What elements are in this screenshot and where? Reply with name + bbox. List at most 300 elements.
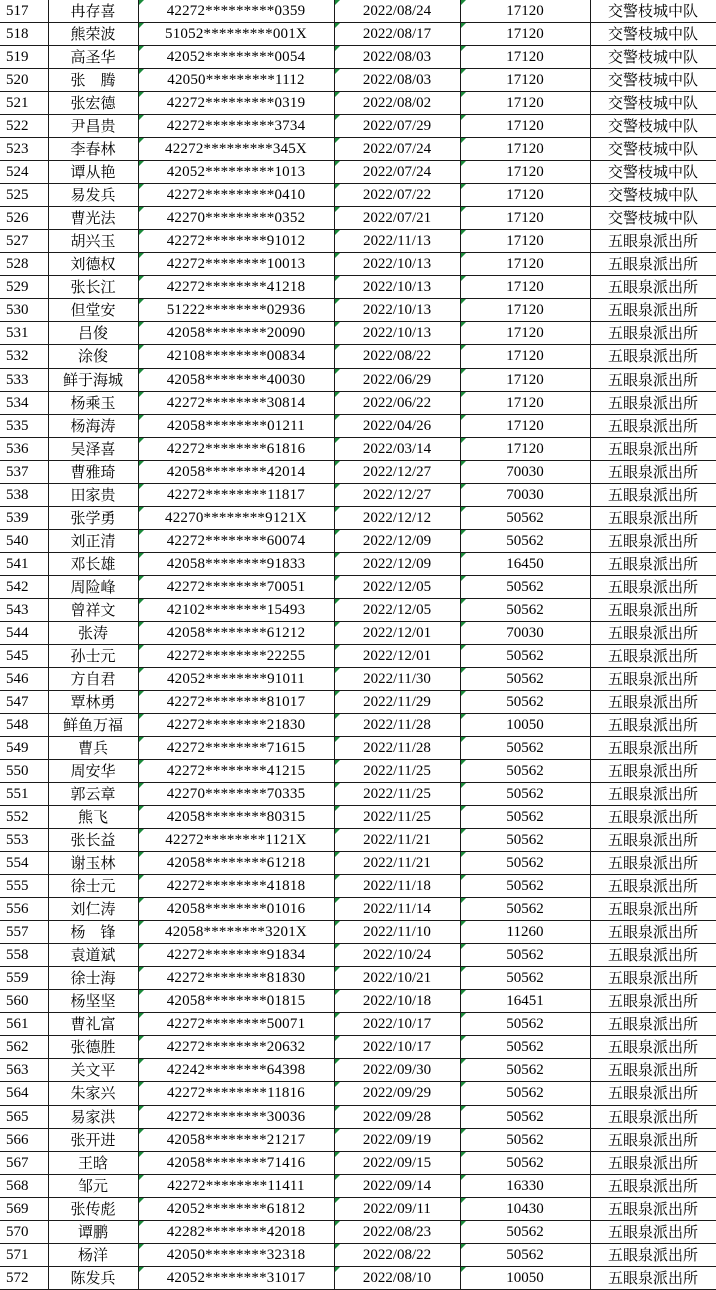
- row-number-cell: 564: [0, 1082, 48, 1105]
- name-cell: 刘德权: [48, 253, 138, 276]
- id-number-cell: 42270********9121X: [138, 506, 334, 529]
- name-cell: 徐士海: [48, 967, 138, 990]
- date-cell: 2022/11/29: [334, 690, 460, 713]
- row-number-cell: 566: [0, 1128, 48, 1151]
- date-cell: 2022/11/25: [334, 806, 460, 829]
- name-cell: 张 腾: [48, 69, 138, 92]
- date-cell: 2022/12/01: [334, 644, 460, 667]
- amount-cell: 50562: [460, 967, 590, 990]
- unit-cell: 五眼泉派出所: [590, 575, 716, 598]
- date-cell: 2022/11/21: [334, 829, 460, 852]
- date-cell: 2022/11/21: [334, 852, 460, 875]
- table-row: [0, 437, 716, 460]
- table-row: [0, 391, 716, 414]
- date-cell: 2022/12/09: [334, 552, 460, 575]
- amount-cell: 50562: [460, 1151, 590, 1174]
- id-number-cell: 42272********10013: [138, 253, 334, 276]
- amount-cell: 17120: [460, 437, 590, 460]
- name-cell: 王晗: [48, 1151, 138, 1174]
- id-number-cell: 42058********01211: [138, 414, 334, 437]
- date-cell: 2022/10/13: [334, 253, 460, 276]
- table-row: [0, 299, 716, 322]
- id-number-cell: 42272*********3734: [138, 115, 334, 138]
- id-number-cell: 42272********22255: [138, 644, 334, 667]
- amount-cell: 50562: [460, 1128, 590, 1151]
- name-cell: 鲜于海城: [48, 368, 138, 391]
- date-cell: 2022/08/23: [334, 1220, 460, 1243]
- unit-cell: 交警枝城中队: [590, 161, 716, 184]
- unit-cell: 五眼泉派出所: [590, 299, 716, 322]
- id-number-cell: 42050********32318: [138, 1243, 334, 1266]
- name-cell: 易家洪: [48, 1105, 138, 1128]
- amount-cell: 17120: [460, 322, 590, 345]
- date-cell: 2022/08/22: [334, 1243, 460, 1266]
- row-number-cell: 552: [0, 806, 48, 829]
- unit-cell: 五眼泉派出所: [590, 667, 716, 690]
- date-cell: 2022/07/22: [334, 184, 460, 207]
- name-cell: 张传彪: [48, 1197, 138, 1220]
- row-number-cell: 562: [0, 1036, 48, 1059]
- row-number-cell: 553: [0, 829, 48, 852]
- date-cell: 2022/11/18: [334, 875, 460, 898]
- row-number-cell: 555: [0, 875, 48, 898]
- row-number-cell: 571: [0, 1243, 48, 1266]
- amount-cell: 50562: [460, 783, 590, 806]
- name-cell: 张长益: [48, 829, 138, 852]
- unit-cell: 五眼泉派出所: [590, 345, 716, 368]
- unit-cell: 五眼泉派出所: [590, 1082, 716, 1105]
- amount-cell: 17120: [460, 368, 590, 391]
- amount-cell: 17120: [460, 276, 590, 299]
- row-number-cell: 535: [0, 414, 48, 437]
- id-number-cell: 42272********50071: [138, 1013, 334, 1036]
- amount-cell: 70030: [460, 483, 590, 506]
- date-cell: 2022/09/30: [334, 1059, 460, 1082]
- name-cell: 鲜鱼万福: [48, 713, 138, 736]
- unit-cell: 五眼泉派出所: [590, 921, 716, 944]
- unit-cell: 交警枝城中队: [590, 207, 716, 230]
- row-number-cell: 536: [0, 437, 48, 460]
- id-number-cell: 42272********41818: [138, 875, 334, 898]
- date-cell: 2022/12/01: [334, 621, 460, 644]
- table-row: [0, 667, 716, 690]
- name-cell: 谢玉林: [48, 852, 138, 875]
- table-row: [0, 529, 716, 552]
- unit-cell: 五眼泉派出所: [590, 829, 716, 852]
- unit-cell: 交警枝城中队: [590, 0, 716, 23]
- name-cell: 曹礼富: [48, 1013, 138, 1036]
- id-number-cell: 51222********02936: [138, 299, 334, 322]
- row-number-cell: 531: [0, 322, 48, 345]
- amount-cell: 70030: [460, 621, 590, 644]
- unit-cell: 五眼泉派出所: [590, 875, 716, 898]
- table-row: [0, 598, 716, 621]
- date-cell: 2022/08/17: [334, 23, 460, 46]
- date-cell: 2022/10/18: [334, 990, 460, 1013]
- table-row: [0, 161, 716, 184]
- name-cell: 方自君: [48, 667, 138, 690]
- name-cell: 但堂安: [48, 299, 138, 322]
- amount-cell: 17120: [460, 345, 590, 368]
- row-number-cell: 537: [0, 460, 48, 483]
- unit-cell: 五眼泉派出所: [590, 506, 716, 529]
- amount-cell: 50562: [460, 667, 590, 690]
- unit-cell: 五眼泉派出所: [590, 898, 716, 921]
- date-cell: 2022/11/25: [334, 783, 460, 806]
- unit-cell: 五眼泉派出所: [590, 1266, 716, 1289]
- amount-cell: 50562: [460, 1036, 590, 1059]
- name-cell: 易发兵: [48, 184, 138, 207]
- amount-cell: 70030: [460, 460, 590, 483]
- date-cell: 2022/10/13: [334, 299, 460, 322]
- id-number-cell: 42272********41215: [138, 760, 334, 783]
- row-number-cell: 568: [0, 1174, 48, 1197]
- unit-cell: 五眼泉派出所: [590, 783, 716, 806]
- row-number-cell: 528: [0, 253, 48, 276]
- date-cell: 2022/06/22: [334, 391, 460, 414]
- amount-cell: 50562: [460, 1082, 590, 1105]
- unit-cell: 五眼泉派出所: [590, 806, 716, 829]
- row-number-cell: 526: [0, 207, 48, 230]
- row-number-cell: 525: [0, 184, 48, 207]
- table-row: [0, 1220, 716, 1243]
- table-row: [0, 184, 716, 207]
- unit-cell: 五眼泉派出所: [590, 621, 716, 644]
- id-number-cell: 42272********91012: [138, 230, 334, 253]
- date-cell: 2022/10/17: [334, 1013, 460, 1036]
- name-cell: 杨 锋: [48, 921, 138, 944]
- row-number-cell: 518: [0, 23, 48, 46]
- amount-cell: 50562: [460, 1105, 590, 1128]
- amount-cell: 10050: [460, 1266, 590, 1289]
- table-row: [0, 1243, 716, 1266]
- name-cell: 刘仁涛: [48, 898, 138, 921]
- unit-cell: 五眼泉派出所: [590, 391, 716, 414]
- unit-cell: 交警枝城中队: [590, 115, 716, 138]
- table-row: [0, 115, 716, 138]
- row-number-cell: 563: [0, 1059, 48, 1082]
- unit-cell: 五眼泉派出所: [590, 967, 716, 990]
- date-cell: 2022/12/27: [334, 483, 460, 506]
- row-number-cell: 527: [0, 230, 48, 253]
- date-cell: 2022/09/28: [334, 1105, 460, 1128]
- id-number-cell: 42102********15493: [138, 598, 334, 621]
- id-number-cell: 42270********70335: [138, 783, 334, 806]
- amount-cell: 50562: [460, 1059, 590, 1082]
- id-number-cell: 42058********80315: [138, 806, 334, 829]
- row-number-cell: 543: [0, 598, 48, 621]
- date-cell: 2022/10/13: [334, 322, 460, 345]
- unit-cell: 五眼泉派出所: [590, 552, 716, 575]
- amount-cell: 50562: [460, 852, 590, 875]
- date-cell: 2022/07/24: [334, 161, 460, 184]
- unit-cell: 五眼泉派出所: [590, 1197, 716, 1220]
- date-cell: 2022/03/14: [334, 437, 460, 460]
- name-cell: 田家贵: [48, 483, 138, 506]
- id-number-cell: 42052********91011: [138, 667, 334, 690]
- unit-cell: 交警枝城中队: [590, 46, 716, 69]
- unit-cell: 交警枝城中队: [590, 23, 716, 46]
- id-number-cell: 42058********01016: [138, 898, 334, 921]
- unit-cell: 五眼泉派出所: [590, 990, 716, 1013]
- amount-cell: 16450: [460, 552, 590, 575]
- id-number-cell: 42272*********345X: [138, 138, 334, 161]
- date-cell: 2022/04/26: [334, 414, 460, 437]
- unit-cell: 五眼泉派出所: [590, 368, 716, 391]
- id-number-cell: 42272********61816: [138, 437, 334, 460]
- table-row: [0, 1036, 716, 1059]
- name-cell: 谭从艳: [48, 161, 138, 184]
- row-number-cell: 544: [0, 621, 48, 644]
- unit-cell: 五眼泉派出所: [590, 322, 716, 345]
- date-cell: 2022/07/21: [334, 207, 460, 230]
- unit-cell: 五眼泉派出所: [590, 737, 716, 760]
- date-cell: 2022/06/29: [334, 368, 460, 391]
- row-number-cell: 567: [0, 1151, 48, 1174]
- amount-cell: 17120: [460, 0, 590, 23]
- date-cell: 2022/09/11: [334, 1197, 460, 1220]
- name-cell: 熊荣波: [48, 23, 138, 46]
- table-row: [0, 690, 716, 713]
- table-row: [0, 322, 716, 345]
- unit-cell: 五眼泉派出所: [590, 253, 716, 276]
- id-number-cell: 42058********40030: [138, 368, 334, 391]
- amount-cell: 50562: [460, 875, 590, 898]
- amount-cell: 17120: [460, 46, 590, 69]
- date-cell: 2022/11/25: [334, 760, 460, 783]
- row-number-cell: 521: [0, 92, 48, 115]
- table-row: [0, 460, 716, 483]
- name-cell: 周安华: [48, 760, 138, 783]
- name-cell: 杨乘玉: [48, 391, 138, 414]
- id-number-cell: 42058********20090: [138, 322, 334, 345]
- row-number-cell: 545: [0, 644, 48, 667]
- row-number-cell: 524: [0, 161, 48, 184]
- name-cell: 吴泽喜: [48, 437, 138, 460]
- amount-cell: 17120: [460, 161, 590, 184]
- name-cell: 胡兴玉: [48, 230, 138, 253]
- table-row: [0, 368, 716, 391]
- row-number-cell: 539: [0, 506, 48, 529]
- unit-cell: 五眼泉派出所: [590, 529, 716, 552]
- id-number-cell: 42272*********0359: [138, 0, 334, 23]
- table-row: [0, 921, 716, 944]
- amount-cell: 17120: [460, 138, 590, 161]
- date-cell: 2022/09/29: [334, 1082, 460, 1105]
- date-cell: 2022/09/15: [334, 1151, 460, 1174]
- name-cell: 熊飞: [48, 806, 138, 829]
- amount-cell: 17120: [460, 230, 590, 253]
- unit-cell: 五眼泉派出所: [590, 852, 716, 875]
- name-cell: 陈发兵: [48, 1266, 138, 1289]
- date-cell: 2022/08/24: [334, 0, 460, 23]
- id-number-cell: 42272********20632: [138, 1036, 334, 1059]
- row-number-cell: 551: [0, 783, 48, 806]
- table-row: [0, 1266, 716, 1289]
- id-number-cell: 42272********1121X: [138, 829, 334, 852]
- unit-cell: 五眼泉派出所: [590, 1220, 716, 1243]
- amount-cell: 17120: [460, 299, 590, 322]
- unit-cell: 五眼泉派出所: [590, 944, 716, 967]
- id-number-cell: 42272********91834: [138, 944, 334, 967]
- table-row: [0, 253, 716, 276]
- unit-cell: 五眼泉派出所: [590, 1013, 716, 1036]
- name-cell: 曹光法: [48, 207, 138, 230]
- id-number-cell: 42058********01815: [138, 990, 334, 1013]
- name-cell: 郭云章: [48, 783, 138, 806]
- unit-cell: 五眼泉派出所: [590, 1036, 716, 1059]
- table-row: [0, 737, 716, 760]
- unit-cell: 交警枝城中队: [590, 184, 716, 207]
- unit-cell: 五眼泉派出所: [590, 1128, 716, 1151]
- name-cell: 关文平: [48, 1059, 138, 1082]
- amount-cell: 50562: [460, 806, 590, 829]
- id-number-cell: 42272********81830: [138, 967, 334, 990]
- amount-cell: 17120: [460, 184, 590, 207]
- amount-cell: 16451: [460, 990, 590, 1013]
- row-number-cell: 548: [0, 713, 48, 736]
- row-number-cell: 569: [0, 1197, 48, 1220]
- name-cell: 张长江: [48, 276, 138, 299]
- table-row: [0, 345, 716, 368]
- unit-cell: 五眼泉派出所: [590, 230, 716, 253]
- date-cell: 2022/11/10: [334, 921, 460, 944]
- table-row: [0, 1174, 716, 1197]
- table-row: [0, 1128, 716, 1151]
- id-number-cell: 42272*********0319: [138, 92, 334, 115]
- row-number-cell: 557: [0, 921, 48, 944]
- date-cell: 2022/08/03: [334, 46, 460, 69]
- date-cell: 2022/10/17: [334, 1036, 460, 1059]
- row-number-cell: 522: [0, 115, 48, 138]
- table-row: [0, 967, 716, 990]
- amount-cell: 50562: [460, 598, 590, 621]
- table-row: [0, 875, 716, 898]
- date-cell: 2022/12/27: [334, 460, 460, 483]
- name-cell: 涂俊: [48, 345, 138, 368]
- id-number-cell: 42272********41218: [138, 276, 334, 299]
- id-number-cell: 42272********11816: [138, 1082, 334, 1105]
- name-cell: 徐士元: [48, 875, 138, 898]
- table-row: [0, 852, 716, 875]
- table-row: [0, 552, 716, 575]
- row-number-cell: 546: [0, 667, 48, 690]
- id-number-cell: 42052*********1013: [138, 161, 334, 184]
- name-cell: 杨海涛: [48, 414, 138, 437]
- amount-cell: 17120: [460, 69, 590, 92]
- table-row: [0, 69, 716, 92]
- table-row: [0, 506, 716, 529]
- unit-cell: 五眼泉派出所: [590, 760, 716, 783]
- unit-cell: 交警枝城中队: [590, 138, 716, 161]
- amount-cell: 17120: [460, 92, 590, 115]
- row-number-cell: 558: [0, 944, 48, 967]
- row-number-cell: 538: [0, 483, 48, 506]
- table-row: [0, 644, 716, 667]
- table-row: [0, 230, 716, 253]
- row-number-cell: 520: [0, 69, 48, 92]
- row-number-cell: 533: [0, 368, 48, 391]
- amount-cell: 50562: [460, 1013, 590, 1036]
- unit-cell: 五眼泉派出所: [590, 414, 716, 437]
- table-row: [0, 621, 716, 644]
- id-number-cell: 42270*********0352: [138, 207, 334, 230]
- unit-cell: 五眼泉派出所: [590, 1105, 716, 1128]
- id-number-cell: 42052********31017: [138, 1266, 334, 1289]
- date-cell: 2022/12/12: [334, 506, 460, 529]
- id-number-cell: 42272********70051: [138, 575, 334, 598]
- amount-cell: 11260: [460, 921, 590, 944]
- date-cell: 2022/10/21: [334, 967, 460, 990]
- amount-cell: 50562: [460, 760, 590, 783]
- date-cell: 2022/08/03: [334, 69, 460, 92]
- date-cell: 2022/08/02: [334, 92, 460, 115]
- name-cell: 张宏德: [48, 92, 138, 115]
- amount-cell: 17120: [460, 414, 590, 437]
- date-cell: 2022/08/22: [334, 345, 460, 368]
- row-number-cell: 550: [0, 760, 48, 783]
- row-number-cell: 540: [0, 529, 48, 552]
- unit-cell: 五眼泉派出所: [590, 483, 716, 506]
- row-number-cell: 534: [0, 391, 48, 414]
- id-number-cell: 42108********00834: [138, 345, 334, 368]
- id-number-cell: 42272********11411: [138, 1174, 334, 1197]
- amount-cell: 50562: [460, 944, 590, 967]
- row-number-cell: 570: [0, 1220, 48, 1243]
- unit-cell: 五眼泉派出所: [590, 1243, 716, 1266]
- id-number-cell: 42052********61812: [138, 1197, 334, 1220]
- row-number-cell: 529: [0, 276, 48, 299]
- table-row: [0, 806, 716, 829]
- name-cell: 李春林: [48, 138, 138, 161]
- name-cell: 高圣华: [48, 46, 138, 69]
- name-cell: 周险峰: [48, 575, 138, 598]
- table-row: [0, 276, 716, 299]
- unit-cell: 五眼泉派出所: [590, 690, 716, 713]
- date-cell: 2022/07/24: [334, 138, 460, 161]
- id-number-cell: 42058********61218: [138, 852, 334, 875]
- amount-cell: 50562: [460, 1220, 590, 1243]
- row-number-cell: 560: [0, 990, 48, 1013]
- amount-cell: 10430: [460, 1197, 590, 1220]
- id-number-cell: 42272********81017: [138, 690, 334, 713]
- date-cell: 2022/11/14: [334, 898, 460, 921]
- name-cell: 张开进: [48, 1128, 138, 1151]
- id-number-cell: 42272********30814: [138, 391, 334, 414]
- unit-cell: 五眼泉派出所: [590, 276, 716, 299]
- amount-cell: 50562: [460, 898, 590, 921]
- id-number-cell: 42058********21217: [138, 1128, 334, 1151]
- amount-cell: 50562: [460, 575, 590, 598]
- date-cell: 2022/08/10: [334, 1266, 460, 1289]
- id-number-cell: 42272********30036: [138, 1105, 334, 1128]
- table-row: [0, 0, 716, 23]
- row-number-cell: 541: [0, 552, 48, 575]
- name-cell: 覃林勇: [48, 690, 138, 713]
- name-cell: 杨坚坚: [48, 990, 138, 1013]
- date-cell: 2022/11/30: [334, 667, 460, 690]
- table-row: [0, 23, 716, 46]
- id-number-cell: 42058********91833: [138, 552, 334, 575]
- amount-cell: 50562: [460, 690, 590, 713]
- table-row: [0, 414, 716, 437]
- amount-cell: 50562: [460, 829, 590, 852]
- amount-cell: 50562: [460, 737, 590, 760]
- name-cell: 孙士元: [48, 644, 138, 667]
- amount-cell: 50562: [460, 1243, 590, 1266]
- table-row: [0, 1059, 716, 1082]
- date-cell: 2022/12/09: [334, 529, 460, 552]
